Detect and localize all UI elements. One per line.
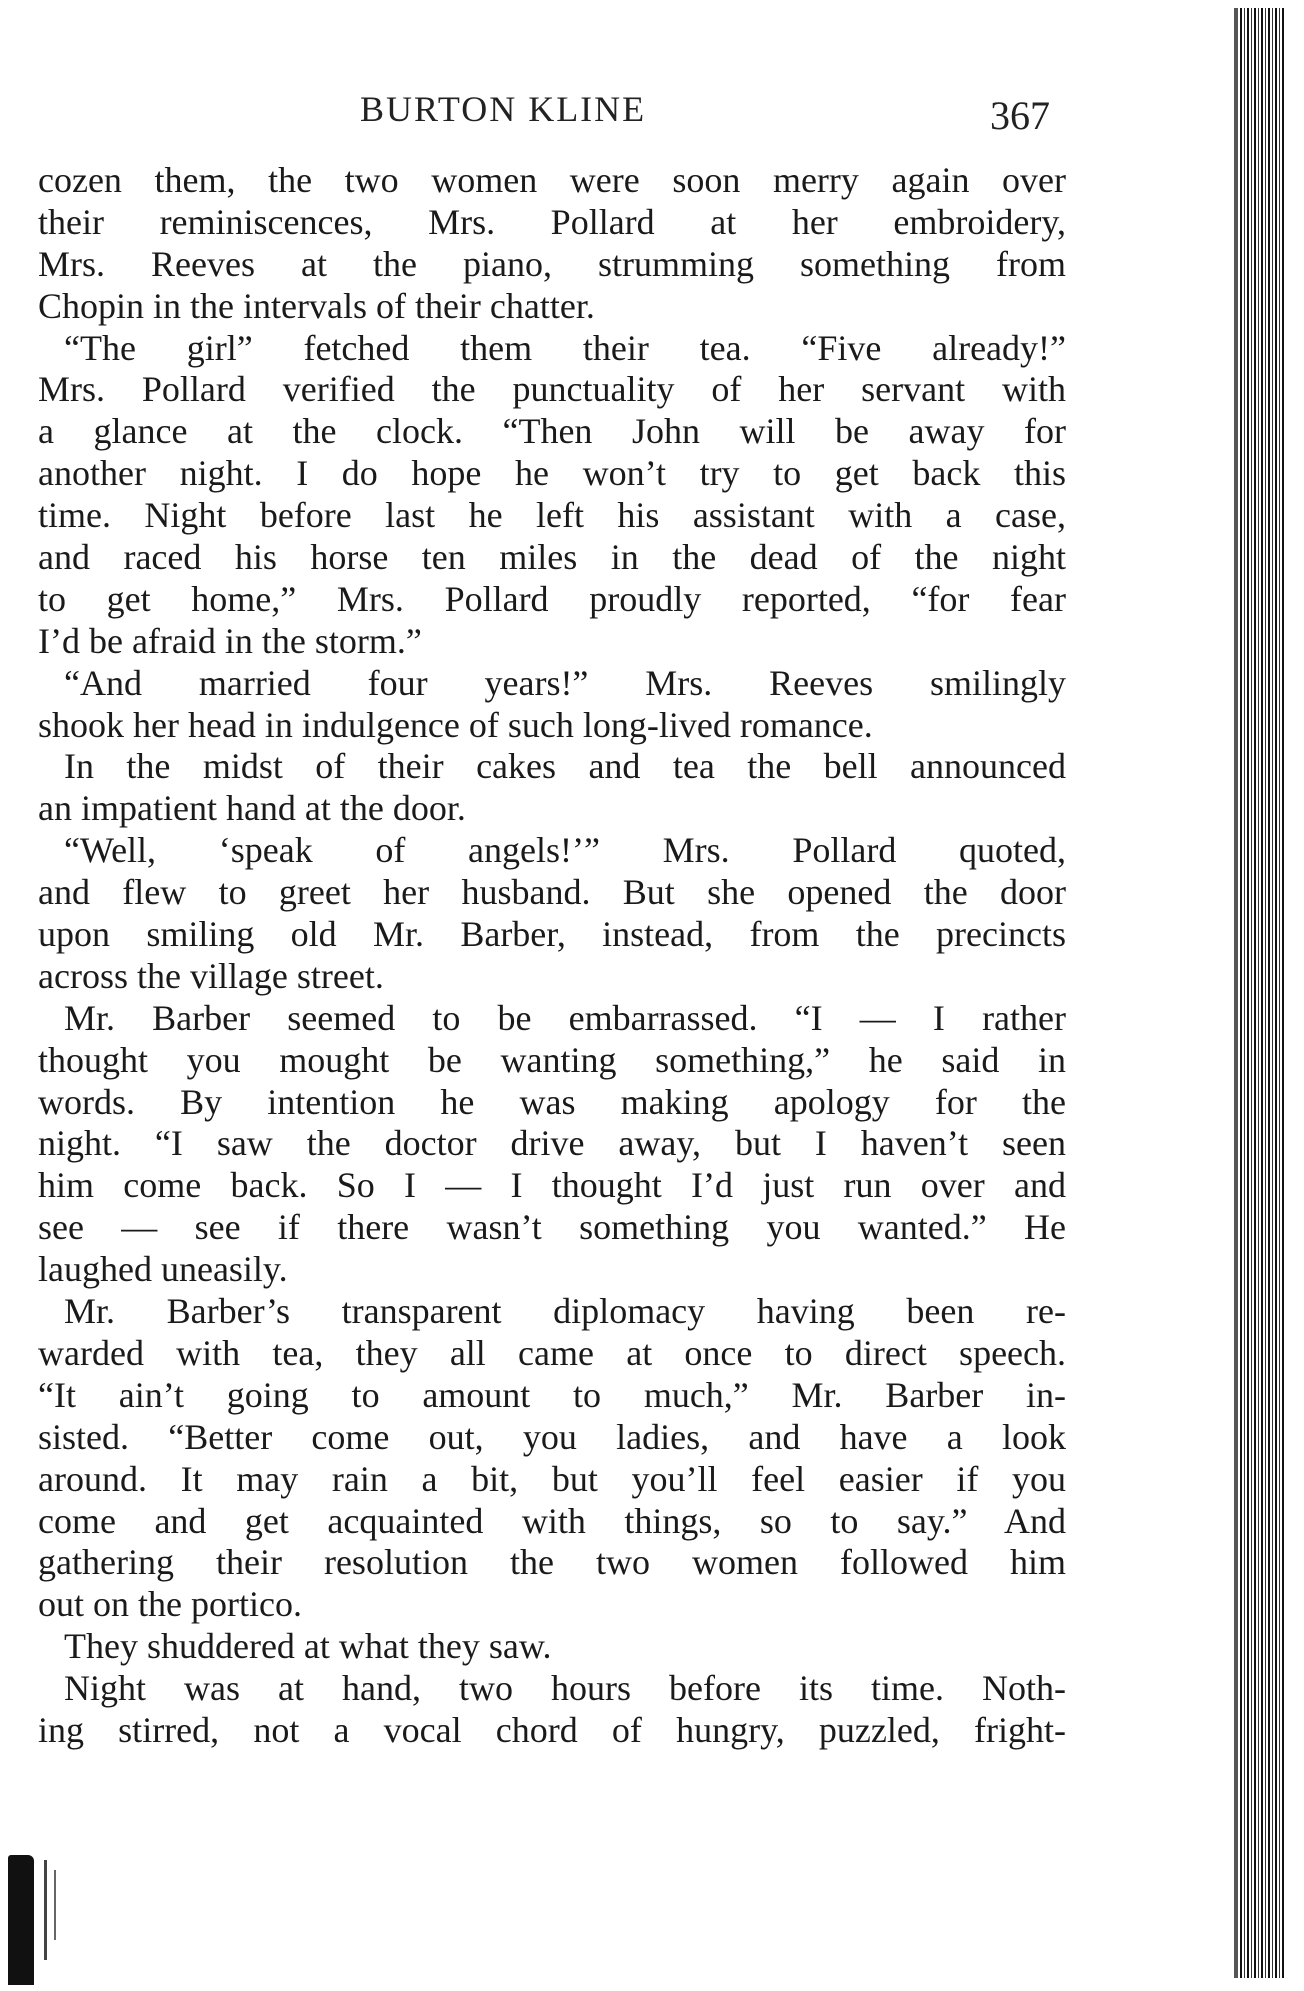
text-line: upon smiling old Mr. Barber, instead, from the precincts xyxy=(38,914,1066,955)
text-line: cozen them, the two women were soon merry again over xyxy=(38,160,1066,200)
text-line: They shuddered at what they saw. xyxy=(64,1626,552,1667)
text-line: Night was at hand, two hours before its time. Noth- xyxy=(64,1668,1066,1709)
text-line: gathering their resolution the two women followed him xyxy=(38,1542,1066,1583)
text-line: their reminiscences, Mrs. Pollard at her embroidery, xyxy=(38,201,1066,242)
text-line: see — see if there wasn’t something you wanted.” He xyxy=(38,1207,1066,1248)
text-line: Mrs. Pollard verified the punctuality of her servant with xyxy=(38,369,1066,410)
text-line: “And married four years!” Mrs. Reeves smilingly xyxy=(64,662,1066,703)
text-line: Chopin in the intervals of their chatter. xyxy=(38,285,595,326)
binding-edge xyxy=(1240,8,1286,1978)
text-line: I’d be afraid in the storm.” xyxy=(38,620,422,661)
text-line: “It ain’t going to amount to much,” Mr. Barber in- xyxy=(38,1374,1066,1415)
text-line: In the midst of their cakes and tea the bell announced xyxy=(64,746,1066,787)
text-line: an impatient hand at the door. xyxy=(38,788,466,829)
text-line: Mr. Barber seemed to be embarrassed. “I — I rather xyxy=(64,997,1066,1038)
running-head: BURTON KLINE xyxy=(360,89,647,129)
text-line: out on the portico. xyxy=(38,1584,302,1625)
text-line: Mr. Barber’s transparent diplomacy having been re- xyxy=(64,1291,1066,1332)
text-line: “Well, ‘speak of angels!’” Mrs. Pollard quoted, xyxy=(64,830,1066,871)
body-text xyxy=(38,160,1066,1752)
text-line: come and get acquainted with things, so to say.” And xyxy=(38,1500,1066,1541)
scan-mark xyxy=(8,1855,34,1985)
text-line: laughed uneasily. xyxy=(38,1249,288,1290)
text-line: him come back. So I — I thought I’d just run over and xyxy=(38,1165,1066,1206)
text-line: warded with tea, they all came at once to direct speech. xyxy=(38,1332,1066,1373)
text-line: thought you mought be wanting something,” he said in xyxy=(38,1039,1066,1080)
page-number: 367 xyxy=(990,93,1050,138)
scan-mark xyxy=(54,1870,56,1940)
text-line: around. It may rain a bit, but you’ll feel easier if you xyxy=(38,1458,1066,1499)
text-line: across the village street. xyxy=(38,955,384,996)
text-line: a glance at the clock. “Then John will be away for xyxy=(38,411,1066,452)
text-line: time. Night before last he left his assistant with a case, xyxy=(38,495,1066,536)
text-line: ing stirred, not a vocal chord of hungry, puzzled, fright- xyxy=(38,1709,1066,1750)
text-line: another night. I do hope he won’t try to get back this xyxy=(38,453,1066,494)
scan-mark xyxy=(44,1860,47,1960)
text-line: sisted. “Better come out, you ladies, and have a look xyxy=(38,1416,1066,1457)
text-line: and raced his horse ten miles in the dead of the night xyxy=(38,537,1066,578)
text-line: night. “I saw the doctor drive away, but I haven’t seen xyxy=(38,1123,1066,1164)
text-line: and flew to greet her husband. But she opened the door xyxy=(38,872,1066,913)
text-line: to get home,” Mrs. Pollard proudly reported, “for fear xyxy=(38,578,1066,619)
text-line: “The girl” fetched them their tea. “Five already!” xyxy=(64,327,1066,368)
text-line: Mrs. Reeves at the piano, strumming something from xyxy=(38,243,1066,284)
text-line: words. By intention he was making apology for the xyxy=(38,1081,1066,1122)
text-line: shook her head in indulgence of such long-lived romance. xyxy=(38,704,873,745)
